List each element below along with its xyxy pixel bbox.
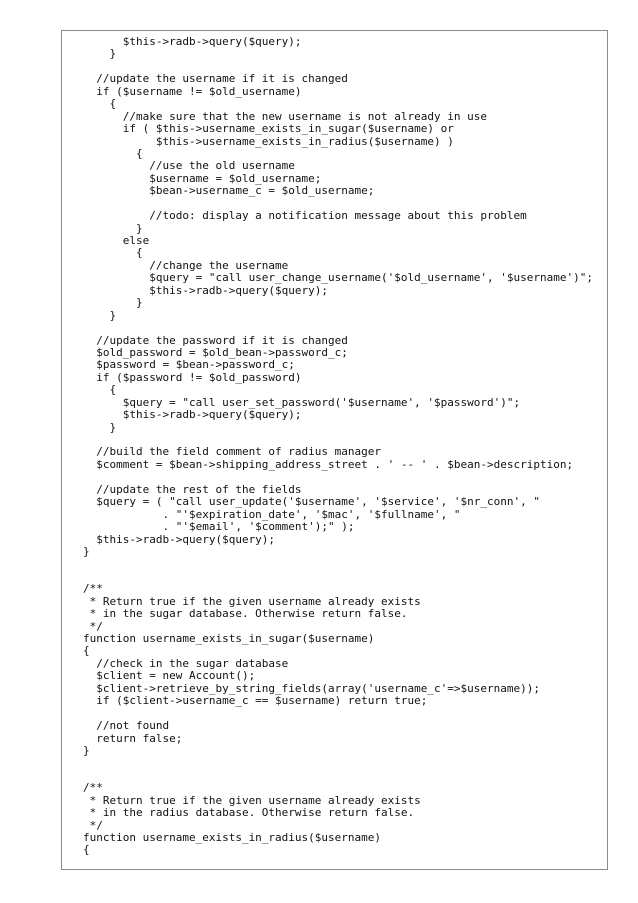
code-line: //check in the sugar database bbox=[83, 656, 289, 670]
code-line: if ( $this->username_exists_in_sugar($username) or bbox=[83, 122, 454, 136]
code-line: */ bbox=[83, 818, 103, 832]
code-line: * in the sugar database. Otherwise return false. bbox=[83, 607, 408, 621]
code-line: $query = "call user_change_username('$old_username', '$username')"; bbox=[83, 271, 593, 285]
code-line: /** bbox=[83, 781, 103, 795]
code-line bbox=[83, 471, 603, 483]
code-line: $password = $bean->password_c; bbox=[83, 358, 295, 372]
code-line: $old_password = $old_bean->password_c; bbox=[83, 345, 348, 359]
code-line: { bbox=[83, 383, 117, 397]
code-line bbox=[83, 322, 603, 334]
code-line: $this->radb->query($query); bbox=[83, 35, 302, 48]
code-line: $comment = $bean->shipping_address_street . ' -- ' . $bean->description; bbox=[83, 457, 574, 471]
code-line: * in the radius database. Otherwise return false. bbox=[83, 806, 415, 820]
code-line: $this->radb->query($query); bbox=[83, 283, 329, 297]
code-line: $client = new Account(); bbox=[83, 669, 256, 683]
code-line: $query = ( "call user_update('$username', '$service', '$nr_conn', " bbox=[83, 495, 540, 509]
code-line: } bbox=[83, 420, 117, 434]
code-line: $bean->username_c = $old_username; bbox=[83, 184, 375, 198]
code-line: } bbox=[83, 221, 143, 235]
code-line: if ($password != $old_password) bbox=[83, 370, 302, 384]
code-line: { bbox=[83, 644, 90, 658]
code-line: //update the password if it is changed bbox=[83, 333, 348, 347]
code-line bbox=[83, 757, 603, 769]
code-line: //change the username bbox=[83, 258, 289, 272]
code-line: $this->username_exists_in_radius($username) ) bbox=[83, 134, 454, 148]
code-line: //make sure that the new username is not already in use bbox=[83, 109, 487, 123]
code-line: //build the field comment of radius manager bbox=[83, 445, 382, 459]
code-line: . "'$email', '$comment');" ); bbox=[83, 520, 355, 534]
code-line: * Return true if the given username already exists bbox=[83, 594, 421, 608]
code-line: $client->retrieve_by_string_fields(array('username_c'=>$username)); bbox=[83, 681, 540, 695]
code-line: //not found bbox=[83, 719, 170, 733]
code-line: } bbox=[83, 296, 143, 310]
code-line: else bbox=[83, 234, 150, 247]
code-line: function username_exists_in_sugar($username) bbox=[83, 632, 375, 645]
code-line: */ bbox=[83, 619, 103, 633]
code-line: . "'$expiration_date', '$mac', '$fullname', " bbox=[83, 507, 461, 521]
code-block bbox=[83, 36, 603, 857]
code-line: * Return true if the given username already exists bbox=[83, 793, 421, 807]
code-line: } bbox=[83, 743, 90, 757]
code-line: } bbox=[83, 47, 117, 61]
code-line: if ($username != $old_username) bbox=[83, 84, 302, 98]
code-line: //update the rest of the fields bbox=[83, 482, 302, 496]
code-line bbox=[83, 571, 603, 583]
code-line: $this->radb->query($query); bbox=[83, 408, 302, 422]
code-line: } bbox=[83, 308, 117, 322]
code-line bbox=[83, 558, 603, 570]
code-line: $this->radb->query($query); bbox=[83, 532, 276, 546]
code-line: { bbox=[83, 97, 117, 111]
code-line: //use the old username bbox=[83, 159, 295, 173]
code-line: /** bbox=[83, 582, 103, 596]
code-line: if ($client->username_c == $username) return true; bbox=[83, 694, 428, 708]
code-line: { bbox=[83, 246, 143, 260]
code-line: //todo: display a notification message about this problem bbox=[83, 209, 527, 223]
code-line: $query = "call user_set_password('$username', '$password')"; bbox=[83, 395, 521, 409]
code-line: return false; bbox=[83, 731, 183, 745]
code-line: { bbox=[83, 146, 143, 160]
code-line bbox=[83, 770, 603, 782]
code-line: { bbox=[83, 843, 90, 857]
code-line: $username = $old_username; bbox=[83, 171, 322, 185]
code-line: function username_exists_in_radius($username) bbox=[83, 831, 382, 844]
code-line: } bbox=[83, 544, 90, 558]
code-line: //update the username if it is changed bbox=[83, 72, 348, 86]
